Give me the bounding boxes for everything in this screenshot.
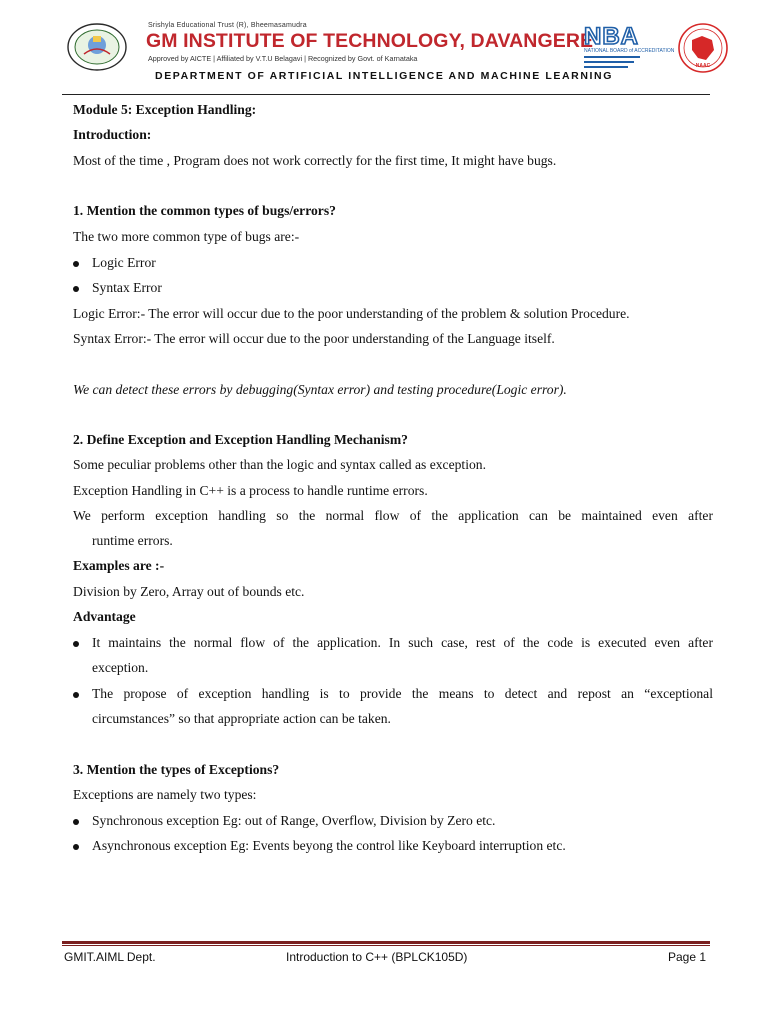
examples-text: Division by Zero, Array out of bounds etc. xyxy=(73,584,305,599)
q1-text: The two more common type of bugs are:- xyxy=(73,229,300,244)
q2-line-3: We perform exception handling so the normal flow of the application can be maintained even after xyxy=(73,508,713,523)
italic-note: We can detect these errors by debugging(Syntax error) and testing procedure(Logic error). xyxy=(73,382,567,397)
header-divider xyxy=(62,94,710,95)
footer-divider-thick xyxy=(62,941,710,944)
syntax-error-definition: Syntax Error:- The error will occur due to the poor understanding of the Language itself. xyxy=(73,331,555,346)
list-item-text: The propose of exception handling is to provide the means to detect and repost an “exceptional xyxy=(92,686,713,701)
q2-line-2: Exception Handling in C++ is a process to handle runtime errors. xyxy=(73,483,428,498)
question-2: 2. Define Exception and Exception Handling Mechanism? xyxy=(73,432,408,447)
institute-name: GM INSTITUTE OF TECHNOLOGY, DAVANGERE xyxy=(146,30,594,52)
bullet-icon xyxy=(73,641,79,647)
bullet-icon xyxy=(73,844,79,850)
q3-text: Exceptions are namely two types: xyxy=(73,787,257,802)
q2-line-3-cont: runtime errors. xyxy=(92,533,173,548)
bullet-icon xyxy=(73,261,79,267)
naac-logo-text: NAAC xyxy=(695,63,711,69)
bullet-icon xyxy=(73,819,79,825)
approval-line: Approved by AICTE | Affiliated by V.T.U Belagavi | Recognized by Govt. of Karnataka xyxy=(148,54,418,63)
footer-course: Introduction to C++ (BPLCK105D) xyxy=(286,950,468,964)
naac-logo-icon xyxy=(668,22,738,74)
trust-line: Srishyla Educational Trust (R), Bheemasamudra xyxy=(148,22,307,29)
list-item-text: It maintains the normal flow of the application. In such case, rest of the code is executed even after xyxy=(92,635,713,650)
q2-line-1: Some peculiar problems other than the logic and syntax called as exception. xyxy=(73,457,486,472)
department-title: DEPARTMENT OF ARTIFICIAL INTELLIGENCE AND MACHINE LEARNING xyxy=(155,70,613,82)
module-title: Module 5: Exception Handling: xyxy=(73,102,257,117)
nba-logo-text: NBA xyxy=(584,23,639,50)
question-3: 3. Mention the types of Exceptions? xyxy=(73,762,280,777)
intro-text: Most of the time , Program does not work correctly for the first time, It might have bugs. xyxy=(73,153,557,168)
nba-logo-subtext: NATIONAL BOARD of ACCREDITATION xyxy=(584,48,675,54)
list-item-text: Logic Error xyxy=(92,255,156,270)
logic-error-definition: Logic Error:- The error will occur due to the poor understanding of the problem & solution Procedure. xyxy=(73,306,630,321)
bullet-icon xyxy=(73,692,79,698)
advantage-heading: Advantage xyxy=(73,609,136,624)
footer-department: GMIT.AIML Dept. xyxy=(64,950,156,964)
list-item-text: Asynchronous exception Eg: Events beyong the control like Keyboard interruption etc. xyxy=(92,838,566,853)
page-header xyxy=(0,0,768,98)
nba-logo-icon xyxy=(582,22,675,74)
footer-divider-thin xyxy=(62,945,710,946)
intro-heading: Introduction: xyxy=(73,127,152,142)
examples-heading: Examples are :- xyxy=(73,558,165,573)
question-1: 1. Mention the common types of bugs/errors? xyxy=(73,203,336,218)
footer-page-number: Page 1 xyxy=(668,950,707,964)
adv2-cont: circumstances” so that appropriate action can be taken. xyxy=(92,711,391,726)
list-item-text: Syntax Error xyxy=(92,280,162,295)
college-emblem-icon xyxy=(66,22,128,72)
bullet-icon xyxy=(73,286,79,292)
adv1-cont: exception. xyxy=(92,660,149,675)
list-item-text: Synchronous exception Eg: out of Range, Overflow, Division by Zero etc. xyxy=(92,813,496,828)
